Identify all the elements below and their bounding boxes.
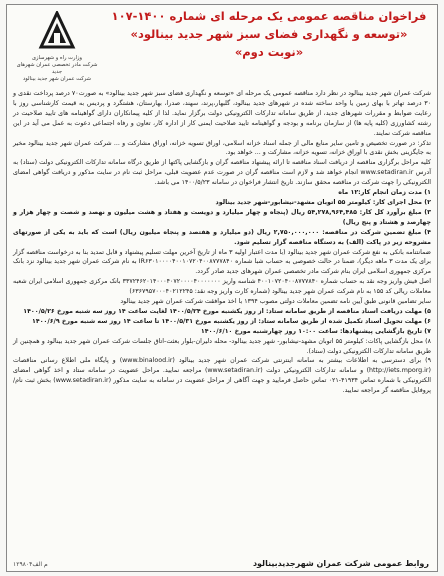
title-line-2: «توسعه و نگهداری فضای سبز شهر جدید بینالود» bbox=[130, 27, 408, 41]
logo-line-2: شرکت مادر تخصصی عمران شهرهای جدید bbox=[16, 62, 98, 75]
item-submit-deadline: ۶) مهلت تحویل اسناد تکمیل شده از طریق سامانه ستاد: از روز یکشنبه مورخ ۱۴۰۰/۵/۳۱ تا ساعت ۱۴ روز سه شنبه مورخ ۱۴۰۰/۶/۹ bbox=[32, 317, 431, 325]
logo-line-1: وزارت راه و شهرسازی bbox=[31, 55, 83, 61]
signature: روابط عمومی شرکت عمران شهرجدیدبینالود bbox=[252, 559, 429, 568]
item-doc-deadline: ۵) مهلت دریافت اسناد مناقصه از طریق سامانه ستاد: از روز یکشنبه مورخ ۱۴۰۰/۵/۲۴ لغایت ساعت ۱۴ روز سه شنبه مورخ ۱۴۰۰/۵/۲۶ bbox=[23, 307, 431, 315]
notice-code: م الف۱۲۹۸۰۴ bbox=[13, 561, 48, 568]
item-guarantee-other: سایر تضامین قانونی طبق آیین نامه تضمین معاملات دولتی مصوب ۱۳۹۴ با اخذ موافقت شرکت عمران شهر جدید بینالود bbox=[120, 298, 431, 306]
notice-body bbox=[13, 89, 431, 396]
organization-logo bbox=[11, 11, 103, 83]
item-guarantee-bank: ضمانتنامه بانکی به نفع شرکت عمران شهر جدید بینالود (با مدت اعتبار اولیه ۳ ماه از تاریخ آخرین مهلت تسلیم پیشنهاد و قابل تمدید بنا به درخواست مناقصه گزار برای یک مدت ۳ ماهه دیگر)، ضمنا در حالت خصوصی به حساب شبا شماره IR۶۳۰۱۰۰۰۰۴۰۰۱۰۷۲۰۴۰۰۸۷۷۷۸۴۰ به نام شرکت عمران شهر جدید بینالود نزد بانک مرکزی جمهوری اسلامی ایران بنام شرکت مادر تخصصی عمران شهرهای جدید صادر گردد. bbox=[13, 248, 432, 276]
title-line-3: «نوبت دوم» bbox=[234, 45, 304, 59]
title-line-1: فراخوان مناقصه عمومی یک مرحله ای شماره ۱۴۰۰-۱۰۷ bbox=[111, 9, 427, 23]
process-paragraph: کلیه مراحل برگزاری مناقصه از دریافت اسناد مناقصه تا ارائه پیشنهاد مناقصه گران و بازگشایی پاکتها از طریق درگاه سامانه تدارکات الکترونیکی دولت (ستاد) به آدرس www.setadiran.ir انجام خواهد شد و لازم است مناقصه گران در صورت عدم عضویت قبلی، مراحل ثبت نام در سایت مذکور و دریافت گواهی امضای الکترونیکی را جهت شرکت در مناقصه محقق سازند. تاریخ انتشار فراخوان در سامانه ۱۴۰۰/۵/۲۳ می باشد. bbox=[13, 159, 431, 187]
note-paragraph: تذکر: در صورت تخصیص و تامین سایر منابع مالی از جمله اسناد خزانه اسلامی، اوراق تسویه خزانه، اوراق مشارکت و ... شرکت عمران شهر جدید بینالود مخیر به جایگزینی بخش نقدی با اوراق خزانه، تسویه خزانه، مشارکت و ... خواهد بود. bbox=[13, 139, 431, 157]
item-location: ۲) محل اجرای کار: کیلومتر ۵۵ اتوبان مشهد-نیشابور-شهر جدید بینالود bbox=[215, 198, 431, 206]
notice-title bbox=[107, 7, 431, 61]
logo-line-3: شرکت عمران شهر جدید بینالود bbox=[23, 76, 91, 82]
item-more-info: ۹) برای دسترسی به اطلاعات بیشتر به سامانه اینترنتی شرکت عمران شهر جدید بینالود (www.binalood.ir) و پایگاه ملی اطلاع رسانی مناقصات (http://iets.mporg.ir) و سامانه تدارکات الکترونیکی دولت (www.setadiran.ir) مراجعه نمایید. مراحل عضویت در سامانه ستاد و اخذ گواهی امضای الکترونیکی با شماره تماس ۴۱۹۳۴-۰۲۱ تماس حاصل فرمایید و جهت آگاهی از مراحل عضویت در سامانه به سایت مذکور (www.setadiran.ir) بخش ثبت نام/ پروفایل مناقصه گر مراجعه نمایید. bbox=[13, 357, 431, 395]
logo-caption bbox=[11, 55, 103, 83]
item-guarantee-cash: اصل فیش واریز وجه نقد به حساب شماره ۴۰۰۱۰۷۲۰۴۰۰۸۷۷۷۸۴۰ شناسه واریز ۳۳۷۲۴۶۲۰۱۴۰۰۰۴۰۷۲۰۰۰۰۴۰۰۰۰۰۰۰ بانک مرکزی جمهوری اسلامی ایران شعبه معاملات ریالی کد ۱۵۵ به نام شرکت عمران شهر جدید بینالود (شماره کارت واریز وجه نقد: ۶۳۶۷۹۵۷۰۰۰۴۰۲۱۲۲۴۵) bbox=[13, 278, 432, 296]
item-estimate: ۳) مبلغ برآورد کل کار: ۵۴,۲۷۸,۹۶۴,۴۸۵ ریال (پنجاه و چهار میلیارد و دویست و هفتاد و هشت میلیون و نهصد و شصت و چهار هزار و چهارصد و هشتاد و پنج ریال) bbox=[13, 208, 432, 226]
item-opening-place: ۸) محل بازگشایی پاکات: کیلومتر ۵۵ اتوبان مشهد-نیشابور- شهر جدید بینالود- محله دلیران-بلوار بعثت-اتاق جلسات شرکت عمران شهر جدید بینالود و همچنین از طریق سامانه تدارکات الکترونیکی دولت (ستاد). bbox=[13, 337, 431, 355]
item-guarantee: ۴) مبلغ تضمین شرکت در مناقصه: ۲,۷۵۰,۰۰۰,۰۰۰ ریال (دو میلیارد و هفتصد و پنجاه میلیون ریال) است که باید به یکی از صورتهای مشروحه زیر در پاکت (الف) به دستگاه مناقصه گزار تسلیم شود. bbox=[13, 228, 431, 246]
intro-paragraph: شرکت عمران شهر جدید بینالود در نظر دارد مناقصه عمومی یک مرحله ای «توسعه و نگهداری فضای سبز شهر جدید بینالود» به صورت۷۰ درصد پرداخت نقدی و ۳۰ درصد تهاتر با بهای زمین یا واحد ساخته شده در شهرهای جدید بینالود، گلبهار،پرند، سهند، صدرا، بهارستان، هشتگرد و پردیس به قیمت کارشناسی روز با رعایت ضوابط و مقررات شهرهای جدید، از طریق سامانه تدارکات الکترونیکی دولت برگزار نماید. لذا از کلیه پیمانکاران دارای گواهینامه های تایید صلاحیت در رشته کشاورزی (کلیه پایه ها) از سازمان برنامه و بودجه و گواهینامه تایید صلاحیت ایمنی کار از اداره کار، تعاون و رفاه اجتماعی دعوت به عمل می آید در این مناقصه شرکت نمایند. bbox=[13, 90, 431, 137]
logo-emblem-icon bbox=[37, 11, 77, 51]
item-opening-date: ۷) تاریخ بازگشایی پیشنهادها: ساعت ۱۰:۰۰ روز چهارشنبه مورخ ۱۴۰۰/۶/۱۰ bbox=[200, 327, 431, 335]
item-duration: ۱) مدت زمان انجام کار:۱۲ ماه bbox=[338, 189, 431, 197]
notice-page bbox=[6, 4, 438, 572]
notice-header bbox=[7, 5, 437, 87]
